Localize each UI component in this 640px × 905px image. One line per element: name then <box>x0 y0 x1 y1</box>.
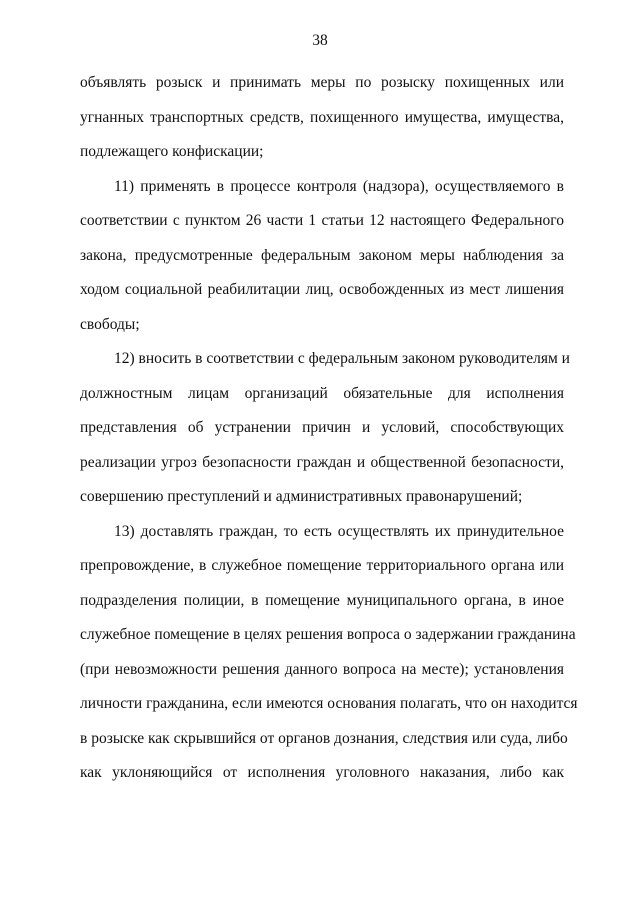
text-line: представления об устранении причин и условий, способствующих <box>80 419 564 436</box>
text-line: свободы; <box>80 315 140 333</box>
document-body <box>80 66 578 791</box>
text-line: служебное помещение в целях решения вопроса о задержании гражданина <box>80 626 576 643</box>
text-line: закона, предусмотренные федеральным законом меры наблюдения за <box>80 246 564 264</box>
text-line: подразделения полиции, в помещение муниципального органа, в иное <box>80 591 564 609</box>
text-line: личности гражданина, если имеются основания полагать, что он находится <box>80 695 578 712</box>
text-line: угнанных транспортных средств, похищенного имущества, имущества, <box>80 108 564 126</box>
text-line: должностным лицам организаций обязательные для исполнения <box>80 384 564 402</box>
text-line: совершению преступлений и административных правонарушений; <box>80 488 523 505</box>
text-line: 13) доставлять граждан, то есть осуществлять их принудительное <box>114 522 564 540</box>
page-number: 38 <box>312 32 328 49</box>
text-line: соответствии с пунктом 26 части 1 статьи 12 настоящего Федерального <box>80 212 564 229</box>
text-line: ходом социальной реабилитации лиц, освобожденных из мест лишения <box>80 281 564 298</box>
text-line: препровождение, в служебное помещение территориального органа или <box>80 557 564 574</box>
text-line: объявлять розыск и принимать меры по розыску похищенных или <box>80 74 564 91</box>
text-line: подлежащего конфискации; <box>80 143 264 160</box>
text-line: 11) применять в процессе контроля (надзора), осуществляемого в <box>114 177 564 195</box>
text-line: реализации угроз безопасности граждан и общественной безопасности, <box>80 453 564 471</box>
text-line: в розыске как скрывшийся от органов дознания, следствия или суда, либо <box>80 729 568 747</box>
text-line: (при невозможности решения данного вопроса на месте); установления <box>80 660 564 678</box>
text-line: 12) вносить в соответствии с федеральным законом руководителям и <box>114 350 570 367</box>
text-line: как уклоняющийся от исполнения уголовного наказания, либо как <box>80 764 564 781</box>
